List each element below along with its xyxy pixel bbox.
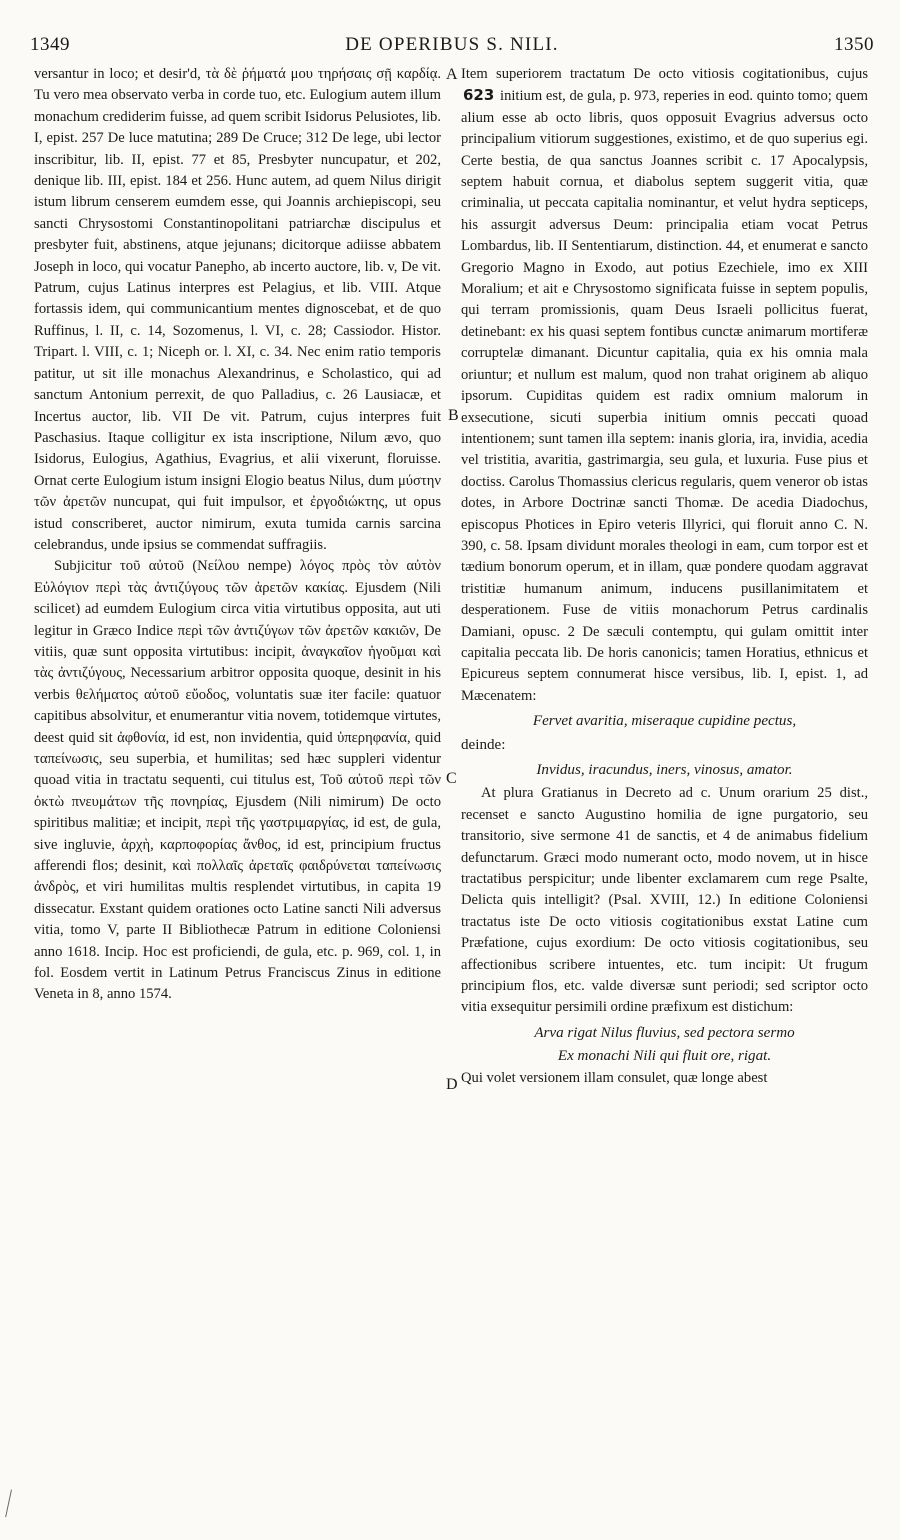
margin-marker-d: D xyxy=(446,1076,458,1093)
right-paragraph-1 xyxy=(461,64,868,707)
verse-horace-1: Fervet avaritia, miseraque cupidine pectus, xyxy=(532,713,797,730)
page-badge: 623 xyxy=(463,86,495,105)
right-column xyxy=(461,64,868,1089)
margin-marker-c: C xyxy=(446,770,457,787)
right-paragraph-2: At plura Gratianus in Decreto ad c. Unum orarium 25 dist., recenset e sancto Augustino homilia de igne purgatorio, seu transitorio, sive sermone 41 de sanctis, et 4 de animabus fidelium defunctarum. Græci modo numerant octo, modo novem, ut in hisce tractatibus perspicitur; unde libenter exclamarem cum rege Psalte, Delicta quis intelligit? (Psal. XVIII, 12.) In editione Coloniensi tractatus iste De octo vitiosis cogitationibus exstat Latine cum Præfatione, cujus exordium: De octo vitiosis cogitationibus, seu affectionibus scribere intuentes, etc. tum incipit: Ut frugum principium flos, etc. valde diversæ sunt periodi; sed scriptor octo vitia exsequitur persimili ordine præfixum est distichum: xyxy=(461,785,868,1016)
verse-distich-2: Ex monachi Nili qui fluit ore, rigat. xyxy=(557,1048,772,1065)
right-paragraph-1-start: Item superiorem tractatum De octo vitiosis cogitationibus, cujus xyxy=(461,66,868,82)
page-number-right: 1350 xyxy=(834,34,874,55)
margin-marker-b: B xyxy=(448,407,459,424)
left-column xyxy=(34,64,441,1006)
right-last-line: Qui volet versionem illam consulet, quæ longe abest xyxy=(461,1069,768,1086)
page-number-left: 1349 xyxy=(30,34,70,55)
deinde-label: deinde: xyxy=(461,736,506,753)
margin-marker-a: A xyxy=(446,66,458,83)
left-paragraph-1: versantur in loco; et desir'd, τὰ δὲ ῥήματά μου τηρήσαις σῇ καρδίᾳ. Tu vero mea observato verba in corde tuo, etc. Eulogium autem illum monachum crediderim fuisse, ad quem scribit Isidorus Pelusiotes, lib. I, epist. 257 De luce matutina; 289 De Cruce; 312 De lege, ubi lector inscribitur, lib. II, epist. 77 et 85, Presbyter nuncupatur, et 202, denique lib. III, epist. 184 et 256. Hunc autem, ad quem Nilus dirigit istum librum censerem eumdem esse, qui Joannis archiepiscopi, seu sancti Chrysostomi Constantinopolitani patriarchæ discipulus et presbyter fuit, abstinens, atque jejunans; dicitorque adiisse abbatem Joseph in loco, qui vocatur Panepho, ab incerto auctore, lib. v, De vit. Patrum, cujus Latinus interpres est Pelagius, et lib. VIII. Atque fortassis idem, qui communicantium mentes dignoscebat, et de quo Ruffinus, l. II, c. 14, Sozomenus, l. VI, c. 28; Cassiodor. Histor. Tripart. l. VIII, c. 1; Niceph or. l. XI, c. 34. Nec enim ratio temporis patitur, ut sit ille monachus Alexandrinus, e Scholastico, qui ad sanctum Antonium perrexit, de quo Palladius, c. 26 Lausiacæ, et Incertus auctor, lib. VII De vit. Patrum, cujus interpres fuit Paschasius. Itaque colligitur ex ista inscriptione, Nilum ævo, quo Isidorus, Eulogius, Agathius, Evagrius, et alii vixerunt, floruisse. Ornat certe Eulogium istum insigni Elogio beatus Nilus, dum μύστην τῶν ἀρετῶν nuncupat, qui fuit impulsor, et ἐργοδιώκτης, ut opus istud conscriberet, auctor nimirum, exuta tumida carnis sarcina celebrandus, unde ipsius se commendat suffragiis. xyxy=(34,66,441,553)
running-title: DE OPERIBUS S. NILI. xyxy=(345,34,559,55)
verse-horace-2: Invidus, iracundus, iners, vinosus, amator. xyxy=(536,762,793,778)
pen-mark xyxy=(5,1490,18,1519)
left-paragraph-2: Subjicitur τοῦ αὐτοῦ (Νείλου nempe) λόγος πρὸς τὸν αὐτὸν Εὐλόγιον περὶ τὰς ἀντιζύγους τῶν ἀρετῶν κακίας. Ejusdem (Nili scilicet) ad eumdem Eulogium circa vitia virtutibus opposita, aut uti legitur in Græco Indice περὶ τῶν ἀντιζύγων τῶν ἀρετῶν κακιῶν, De vitiis, quæ sunt opposita virtutibus: incipit, ἀναγκαῖον ἡγοῦμαι καὶ τὰς ἀντιζύγους, Necessarium arbitror opposita quoque, desinit in his verbis θελήματος αὐτοῦ εὔοδος, voluntatis suæ iter facile: quatuor capitibus absolvitur, et enumerantur vitia novem, totidemque virtutes, deest quid sit ἀφθονία, id est, non invidentia, quid ὑπερηφανία, quid ταπείνωσις, seu superbia, et humilitas; sed hæc suppleri videntur quoad vitia in tractatu sequenti, cui titulus est, Τοῦ αὐτοῦ περὶ τῶν ὀκτὼ πνευμάτων τῆς πονηρίας, Ejusdem (Nili nimirum) De octo spiritibus malitiæ; et incipit, περὶ τῆς γαστριμαργίας, id est, de gula, sive ingluvie, ἀρχὴ, καρποφορίας ἄνθος, id est, principium fructus afferendi flos; desinit, καὶ πολλαῖς ἀρεταῖς φαιδρύνεται ταπείνωσις ἀνδρὸς, et viri humilitas multis resplendet virtutibus, in capita 19 dissecatur. Exstant quidem orationes octo Latine sancti Nili adversus vitia, tomo V, parte II Bibliothecæ Patrum in editione Coloniensi anno 1618. Incip. Hoc est proficiendi, de gula, etc. p. 969, col. 1, in fol. Eosdem vertit in Latinum Petrus Franciscus Zinus in editione Veneta in 8, anno 1574. xyxy=(34,558,441,1003)
page-header xyxy=(30,34,874,60)
right-paragraph-1-rest: initium est, de gula, p. 973, reperies in eod. quinto tomo; quem alium esse ab octo libris, quos opposuit Evagrius adversus octo principalium vitiorum suggestiones, existimo, et de quo superius egi. Certe bestia, de qua sanctus Joannes scribit c. 17 Apocalypsis, septem habuit cornua, et diabolus septem suggerit vitia, quæ criminalia, ut peccata capitalia nominantur, et velut hydra septiceps, his assurgit adversus Deum: principalia etiam vocat Petrus Lombardus, lib. II Sententiarum, distinction. 44, et enumerat e sancto Gregorio Magno in Exodo, aut potius Ezechiele, imo ex XIII Moralium; et ait e Chrysostomo significata fuisse in septem populis, qui terram promissionis, quam Deus Israeli pollicitus fuerat, detinebant: ex his quasi septem fontibus cunctæ animarum mortiferæ corruptelæ dimanant. Dicuntur capitalia, quia ex his omnia mala oriuntur; et nullum est malum, quod non trahat originem ab aliquo ipsorum. Cupiditas quidem est radix omnium malorum in exsecutione, sicuti superbia initium omnis peccati quoad intentionem; sunt tamen illa septem: inanis gloria, ira, invidia, acedia vel tristitia, avaritia, gastrimargia, seu gula, et luxuria. Fuse pius et doctiss. Carolus Thomassius clericus regularis, quem veneror ob istas dotes, in Arbore Doctrinæ sancti Thomæ. De acedia Diadochus, episcopus Photices in Epiro veteris Illyrici, qui floruit anno C. N. 390, c. 58. Ipsam dividunt morales theologi in eam, cum torpor est et tædium bonorum operum, et in illam, quæ pondere quodam aggravat tristitiæ humanum animum, inducens pusillanimitatem et desperationem. Fuse de vitiis monachorum Petrus cardinalis Damiani, opusc. 2 De sæculi contemptu, qui gulam omittit inter capitalia peccata lib. De horis canonicis; tamen Horatius, ethnicus et Epicureus septem connumerat hisce versibus, lib. I, epist. 1, ad Mæcenatem: xyxy=(461,88,868,704)
verse-distich-1: Arva rigat Nilus fluvius, sed pectora sermo xyxy=(534,1024,795,1041)
